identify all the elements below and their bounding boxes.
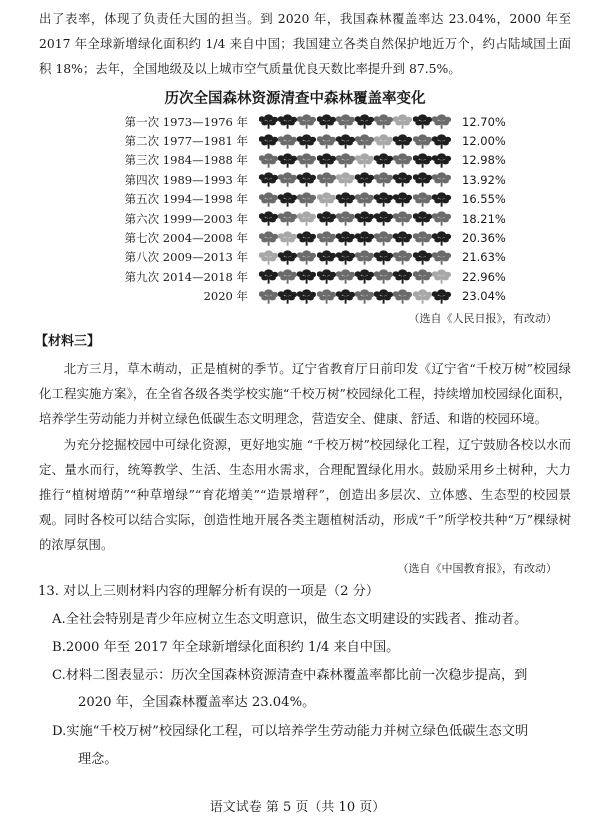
tree-icon [297, 192, 316, 207]
tree-icon [432, 192, 451, 207]
chart-category-label: 第四次 1989—1993 年 [124, 172, 248, 187]
tree-icon [278, 211, 297, 226]
tree-icon [278, 134, 297, 149]
tree-icon [278, 192, 297, 207]
option-d-line-2: 理念。 [78, 752, 118, 767]
tree-icon [393, 231, 412, 246]
tree-icon [317, 211, 336, 226]
chart-row [95, 209, 515, 228]
chart-category-label: 第七次 2004—2008 年 [124, 231, 248, 246]
tree-icon [413, 134, 432, 149]
tree-icon [317, 289, 336, 304]
chart-pictogram [259, 250, 451, 265]
chart-row [95, 190, 515, 209]
option-a: A.全社会特别是青少年应树立生态文明意识，做生态文明建设的实践者、推动者。 [52, 612, 528, 627]
chart-category-label: 第五次 1994—1998 年 [124, 192, 248, 207]
chart-category-label: 2020 年 [203, 289, 248, 304]
chart-value-label: 21.63% [462, 250, 506, 265]
tree-icon [336, 172, 355, 187]
chart-value-label: 16.55% [462, 192, 506, 207]
tree-icon [374, 269, 393, 284]
tree-icon [317, 231, 336, 246]
tree-icon [355, 289, 374, 304]
tree-icon [336, 134, 355, 149]
material-three-para-2: 为充分挖掘校园中可绿化资源，更好地实施 “千校万树”校园绿化工程，辽宁鼓励各校以水而定、量水而行，统筹教学、生活、生态用水需求，合理配置绿化用水。鼓励采用乡土树种，大力推行“植树增荫”“种草增绿”“育花增美”“造景增秤”，创造出多层次、立体感、生态型的校园景观。同时各校可以结合实际，创造性地开展各类主题植树活动，形成“千”所学校共种“万”棵绿树的浓厚氛围。 [39, 436, 571, 553]
tree-icon [259, 134, 278, 149]
chart-value-label: 12.70% [462, 114, 506, 129]
chart-row [95, 267, 515, 286]
intro-paragraph: 出了表率，体现了负责任大国的担当。到 2020 年，我国森林覆盖率达 23.04%，2000 年至 2017 年全球新增绿化面积约 1/4 来自中国；我国建立各类自然保护地近万个，约占陆域国土面积 18%；去年，全国地级及以上城市空气质量优良天数比率提升到 87.5%。 [39, 11, 571, 76]
tree-icon [317, 153, 336, 168]
tree-icon [336, 269, 355, 284]
tree-icon [355, 269, 374, 284]
tree-icon [355, 250, 374, 265]
chart-pictogram [259, 211, 451, 226]
option-c-line-1: C.材料二图表显示：历次全国森林资源清查中森林覆盖率都比前一次稳步提高，到 [52, 668, 528, 683]
tree-icon [374, 192, 393, 207]
tree-icon [355, 153, 374, 168]
source-citation-1: （选自《人民日报》，有改动） [408, 312, 557, 325]
tree-icon [393, 289, 412, 304]
chart-value-label: 13.92% [462, 172, 506, 187]
tree-icon [393, 134, 412, 149]
tree-icon [432, 269, 451, 284]
tree-icon [393, 153, 412, 168]
tree-icon [393, 269, 412, 284]
tree-icon [355, 134, 374, 149]
tree-icon [336, 114, 355, 129]
tree-icon [336, 192, 355, 207]
tree-icon [413, 172, 432, 187]
tree-icon [278, 250, 297, 265]
tree-icon [374, 114, 393, 129]
tree-icon [297, 172, 316, 187]
tree-icon [432, 289, 451, 304]
chart-value-label: 12.98% [462, 153, 506, 168]
chart-row [95, 170, 515, 189]
tree-icon [393, 192, 412, 207]
tree-icon [259, 289, 278, 304]
page-footer: 语文试卷 第 5 页（共 10 页） [209, 800, 386, 815]
chart-title: 历次全国森林资源清查中森林覆盖率变化 [164, 90, 426, 107]
tree-icon [374, 211, 393, 226]
chart-row [95, 131, 515, 150]
chart-category-label: 第六次 1999—2003 年 [124, 211, 248, 226]
tree-icon [355, 231, 374, 246]
chart-pictogram [259, 289, 451, 304]
tree-icon [278, 231, 297, 246]
tree-icon [297, 269, 316, 284]
tree-icon [432, 134, 451, 149]
tree-icon [355, 192, 374, 207]
tree-icon [297, 250, 316, 265]
tree-icon [432, 114, 451, 129]
chart-pictogram [259, 192, 451, 207]
chart-value-label: 18.21% [462, 211, 506, 226]
tree-icon [432, 172, 451, 187]
chart-row [95, 287, 515, 306]
source-citation-2: （选自《中国教育报》，有改动） [397, 562, 557, 575]
tree-icon [317, 172, 336, 187]
tree-icon [336, 231, 355, 246]
tree-icon [317, 250, 336, 265]
tree-icon [317, 114, 336, 129]
tree-icon [259, 114, 278, 129]
tree-icon [278, 153, 297, 168]
tree-icon [374, 231, 393, 246]
tree-icon [278, 114, 297, 129]
tree-icon [278, 172, 297, 187]
chart-pictogram [259, 269, 451, 284]
tree-icon [413, 269, 432, 284]
tree-icon [259, 269, 278, 284]
material-three-heading: 【材料三】 [35, 334, 101, 349]
tree-icon [278, 269, 297, 284]
tree-icon [355, 172, 374, 187]
tree-icon [432, 211, 451, 226]
tree-icon [259, 211, 278, 226]
chart-value-label: 12.00% [462, 134, 506, 149]
tree-icon [355, 211, 374, 226]
tree-icon [374, 153, 393, 168]
chart-row [95, 248, 515, 267]
tree-icon [259, 172, 278, 187]
question-13: 13. 对以上三则材料内容的理解分析有误的一项是（2 分） [38, 584, 380, 599]
tree-icon [413, 192, 432, 207]
tree-icon [393, 172, 412, 187]
tree-icon [297, 289, 316, 304]
chart-row [95, 112, 515, 131]
tree-icon [393, 211, 412, 226]
option-b: B.2000 年至 2017 年全球新增绿化面积约 1/4 来自中国。 [52, 640, 400, 655]
tree-icon [259, 192, 278, 207]
tree-icon [432, 153, 451, 168]
chart-pictogram [259, 153, 451, 168]
tree-icon [317, 269, 336, 284]
chart-pictogram [259, 114, 451, 129]
tree-icon [413, 250, 432, 265]
material-three-para-1: 北方三月，草木萌动，正是植树的季节。辽宁省教育厅日前印发《辽宁省“千校万树”校园绿化工程实施方案》，在全省各级各类学校实施“千校万树”校园绿化工程，持续增加校园绿化面积，培养学生劳动能力并树立绿色低碳生态文明理念，营造安全、健康、舒适、和谐的校园环境。 [39, 361, 571, 427]
tree-icon [355, 114, 374, 129]
tree-icon [336, 153, 355, 168]
option-c-line-2: 2020 年，全国森林覆盖率达 23.04%。 [78, 695, 316, 710]
tree-icon [393, 114, 412, 129]
tree-icon [336, 289, 355, 304]
chart-pictogram [259, 134, 451, 149]
tree-icon [259, 250, 278, 265]
chart-category-label: 第二次 1977—1981 年 [124, 134, 248, 149]
tree-icon [413, 289, 432, 304]
tree-icon [413, 153, 432, 168]
tree-icon [413, 211, 432, 226]
tree-icon [297, 114, 316, 129]
tree-icon [297, 134, 316, 149]
chart-rows [95, 112, 515, 306]
chart-category-label: 第三次 1984—1988 年 [124, 153, 248, 168]
tree-icon [432, 250, 451, 265]
tree-icon [374, 289, 393, 304]
tree-icon [374, 250, 393, 265]
tree-icon [413, 231, 432, 246]
material-three-body [39, 356, 571, 558]
tree-icon [393, 250, 412, 265]
tree-icon [317, 134, 336, 149]
chart-pictogram [259, 172, 451, 187]
chart-pictogram [259, 231, 451, 246]
tree-icon [432, 231, 451, 246]
chart-row [95, 228, 515, 247]
tree-icon [336, 250, 355, 265]
tree-icon [278, 289, 297, 304]
chart-category-label: 第九次 2014—2018 年 [124, 269, 248, 284]
tree-icon [297, 153, 316, 168]
tree-icon [374, 134, 393, 149]
chart-category-label: 第一次 1973—1976 年 [124, 114, 248, 129]
tree-icon [374, 172, 393, 187]
tree-icon [317, 192, 336, 207]
chart-value-label: 22.96% [462, 269, 506, 284]
tree-icon [413, 114, 432, 129]
tree-icon [336, 211, 355, 226]
option-d-line-1: D.实施“千校万树”校园绿化工程，可以培养学生劳动能力并树立绿色低碳生态文明 [52, 724, 529, 739]
tree-icon [259, 231, 278, 246]
chart-value-label: 23.04% [462, 289, 506, 304]
forest-coverage-chart [95, 86, 515, 306]
tree-icon [297, 231, 316, 246]
chart-row [95, 151, 515, 170]
chart-category-label: 第八次 2009—2013 年 [124, 250, 248, 265]
tree-icon [259, 153, 278, 168]
chart-value-label: 20.36% [462, 231, 506, 246]
tree-icon [297, 211, 316, 226]
